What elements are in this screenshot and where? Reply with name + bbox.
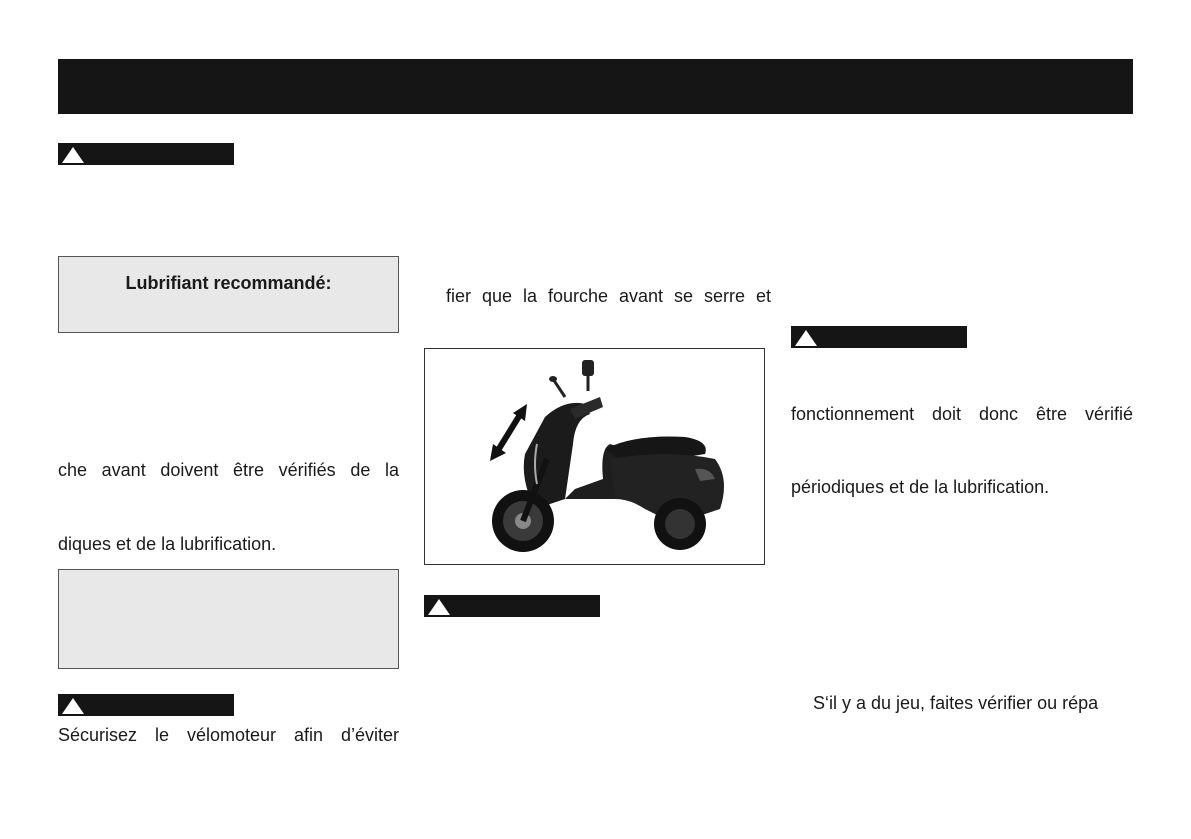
- note-box: [58, 569, 399, 669]
- warning-icon: [428, 599, 450, 615]
- warning-label: [58, 694, 234, 716]
- text-line: Sécurisez le vélomoteur afin d’éviter: [58, 725, 399, 745]
- text-line: S‘il y a du jeu, faites vérifier ou répa: [813, 693, 1099, 713]
- text-line: diques et de la lubrification.: [58, 534, 277, 554]
- text-line: che avant doivent être vérifiés de la: [58, 460, 399, 480]
- warning-icon: [62, 698, 84, 714]
- warning-label: [58, 143, 234, 165]
- scooter-figure: [424, 348, 765, 565]
- warning-icon: [795, 330, 817, 346]
- warning-label: [424, 595, 600, 617]
- warning-icon: [62, 147, 84, 163]
- lubricant-box: [58, 256, 399, 333]
- lubricant-box-title: Lubrifiant recommandé:: [125, 273, 332, 293]
- text-line: périodiques et de la lubrification.: [791, 477, 1050, 497]
- text-line: fier que la fourche avant se serre et: [446, 286, 771, 306]
- scooter-illustration: [425, 349, 764, 564]
- text-line: fonctionnement doit donc être vérifié: [791, 404, 1133, 424]
- scooter-icon: [492, 360, 724, 552]
- fork-movement-arrow-icon: [490, 404, 527, 461]
- section-header-bar: [58, 59, 1133, 114]
- warning-label: [791, 326, 967, 348]
